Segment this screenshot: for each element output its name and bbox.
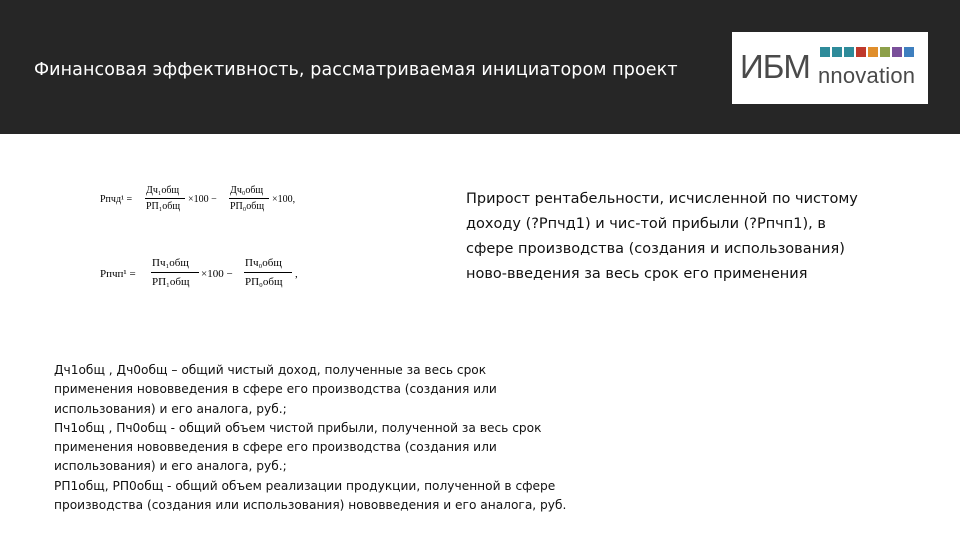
slide-title: Финансовая эффективность, рассматриваемая инициатором проект	[34, 60, 678, 80]
formula-rpchp	[100, 255, 330, 299]
formula-lhs: Рпчд¹ =	[100, 194, 133, 205]
formula-numerator: Пч₁общ	[152, 257, 189, 269]
definition-line: РП1общ, РП0общ - общий объем реализации продукции, полученной в сфере	[54, 478, 556, 493]
description-line: Прирост рентабельности, исчисленной по чистому	[466, 191, 858, 207]
logo-brand: ИБМ	[740, 48, 810, 85]
formula-operator: ×100 −	[188, 194, 217, 205]
definition-line: применения нововведения в сфере его производства (создания или	[54, 440, 497, 455]
formula-tail: ×100,	[272, 194, 296, 205]
description-line: сфере производства (создания и использования)	[466, 241, 845, 257]
description-line: ново-введения за весь срок его применения	[466, 266, 808, 282]
definition-line: Дч1общ , Дч0общ – общий чистый доход, полученные за весь срок	[54, 363, 487, 377]
formula-denominator: РП₁общ	[152, 276, 190, 288]
fraction-bar	[229, 198, 269, 199]
formula-denominator: РП₀общ	[245, 276, 283, 288]
definition-line: Пч1общ , Пч0общ - общий объем чистой прибыли, полученной за весь срок	[54, 420, 542, 435]
definition-line: производства (создания или использования) нововведения и его аналога, руб.	[54, 498, 567, 513]
formula-tail: ,	[295, 268, 298, 280]
formula-numerator: Дч₁общ	[146, 185, 180, 196]
formula-numerator: Пч₀общ	[245, 257, 282, 269]
description-text	[466, 187, 926, 287]
fraction-bar	[244, 272, 292, 273]
fraction-bar	[151, 272, 199, 273]
fraction-bar	[145, 198, 185, 199]
definition-line: использования) и его аналога, руб.;	[54, 459, 287, 474]
definition-line: использования) и его аналога, руб.;	[54, 401, 287, 416]
definition-line: применения нововведения в сфере его производства (создания или	[54, 382, 497, 397]
description-line: доходу (?Рпчд1) и чис-той прибыли (?Рпчп1), в	[466, 216, 826, 232]
ibm-innovation-logo	[732, 32, 928, 104]
formula-numerator: Дч₀общ	[230, 185, 264, 196]
formula-rpchd	[100, 183, 330, 223]
formula-operator: ×100 −	[201, 268, 233, 280]
formula-denominator: РП₁общ	[146, 201, 181, 212]
header-bar	[0, 0, 960, 134]
formula-denominator: РП₀общ	[230, 201, 265, 212]
logo-suffix: nnovation	[818, 63, 916, 88]
definitions-block	[54, 361, 614, 515]
formula-lhs: Рпчп¹ =	[100, 268, 136, 280]
